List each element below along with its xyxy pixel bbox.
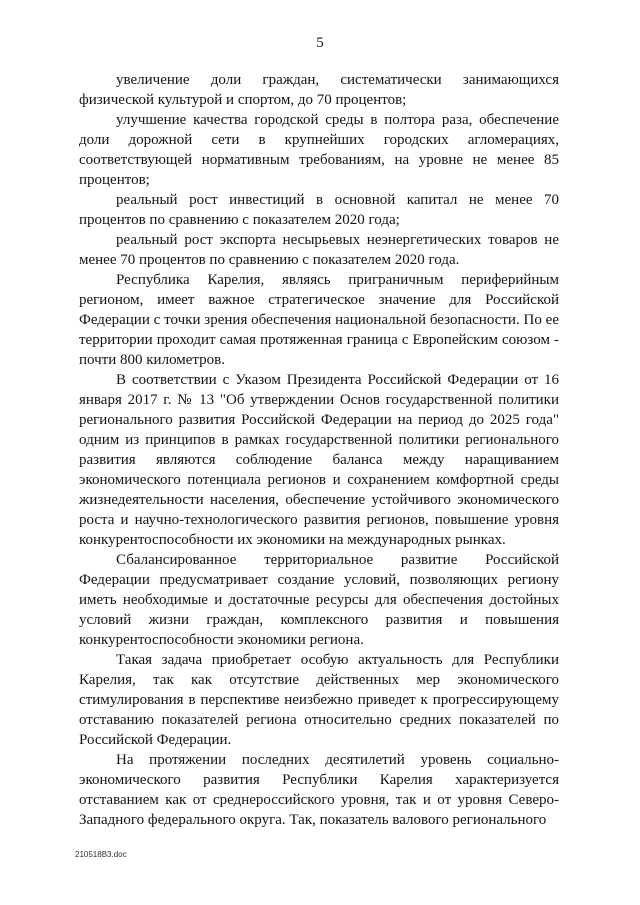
paragraph: Такая задача приобретает особую актуальность для Республики Карелия, так как отсутствие действенных мер экономического стимулирования в перспективе неизбежно приведет к прогрессирующему отставанию показателей региона относительно средних показателей по Российской Федерации. xyxy=(79,652,559,748)
paragraph: реальный рост инвестиций в основной капитал не менее 70 процентов по сравнению с показателем 2020 года; xyxy=(79,192,559,228)
paragraph: На протяжении последних десятилетий уровень социально-экономического развития Республики Карелия характеризуется отставанием как от среднероссийского уровня, так и от уровня Северо-Западного федерального округа. Так, показатель валового регионального xyxy=(79,752,559,828)
paragraph: улучшение качества городской среды в полтора раза, обеспечение доли дорожной сети в крупнейших городских агломерациях, соответствующей нормативным требованиям, на уровне не менее 85 процентов; xyxy=(79,112,559,188)
paragraph: реальный рост экспорта несырьевых неэнергетических товаров не менее 70 процентов по сравнению с показателем 2020 года. xyxy=(79,232,559,268)
footer-file-code: 210518B3.doc xyxy=(75,850,127,859)
paragraph: Сбалансированное территориальное развитие Российской Федерации предусматривает создание условий, позволяющих региону иметь необходимые и достаточные ресурсы для обеспечения достойных условий жизни граждан, комплексного развития и повышения конкурентоспособности экономики региона. xyxy=(79,552,559,648)
paragraph: увеличение доли граждан, систематически занимающихся физической культурой и спортом, до 70 процентов; xyxy=(79,72,559,108)
body-text xyxy=(79,70,559,830)
paragraph: В соответствии с Указом Президента Российской Федерации от 16 января 2017 г. № 13 "Об утверждении Основ государственной политики регионального развития Российской Федерации на период до 2025 года" одним из принципов в рамках государственной политики регионального развития являются соблюдение баланса между наращиванием экономического потенциала регионов и сохранением комфортной среды жизнедеятельности населения, обеспечение устойчивого экономического роста и научно-технологического развития регионов, повышение уровня конкурентоспособности их экономики на международных рынках. xyxy=(79,372,559,548)
page-number: 5 xyxy=(316,35,324,51)
paragraph: Республика Карелия, являясь приграничным периферийным регионом, имеет важное стратегическое значение для Российской Федерации с точки зрения обеспечения национальной безопасности. По ее территории проходит самая протяженная граница с Европейским союзом - почти 800 километров. xyxy=(79,272,559,368)
